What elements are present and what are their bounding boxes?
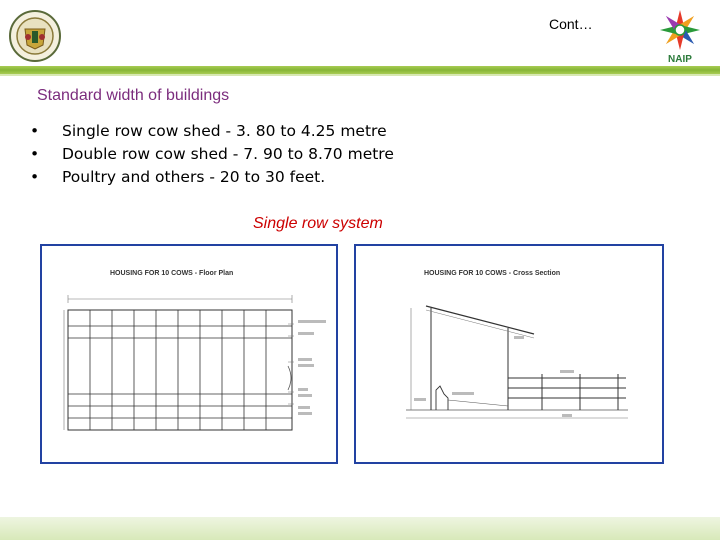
cross-section-drawing	[356, 246, 662, 462]
floor-plan-drawing	[42, 246, 336, 462]
floor-plan-figure	[40, 244, 338, 464]
bullet-dot: •	[30, 168, 40, 186]
naip-logo-text: NAIP	[668, 54, 692, 65]
figure-caption: Single row system	[253, 215, 383, 232]
list-item	[30, 120, 394, 143]
institution-logo	[8, 9, 62, 63]
bullet-text: Single row cow shed - 3. 80 to 4.25 metre	[62, 122, 387, 140]
bullet-dot: •	[30, 122, 40, 140]
cross-section-figure	[354, 244, 664, 464]
bullet-dot: •	[30, 145, 40, 163]
floor-plan-title: HOUSING FOR 10 COWS - Floor Plan	[110, 270, 234, 277]
section-subtitle: Standard width of buildings	[37, 87, 230, 104]
cross-section-title: HOUSING FOR 10 COWS - Cross Section	[424, 270, 561, 277]
list-item	[30, 166, 394, 189]
footer-band	[0, 517, 720, 540]
bullet-text: Double row cow shed - 7. 90 to 8.70 metre	[62, 145, 394, 163]
header-divider	[0, 66, 720, 74]
list-item	[30, 143, 394, 166]
bullet-list	[30, 120, 394, 189]
header-divider-highlight	[0, 74, 720, 76]
continued-label: Cont…	[549, 16, 593, 32]
naip-logo	[650, 6, 710, 66]
bullet-text: Poultry and others - 20 to 30 feet.	[62, 168, 326, 186]
